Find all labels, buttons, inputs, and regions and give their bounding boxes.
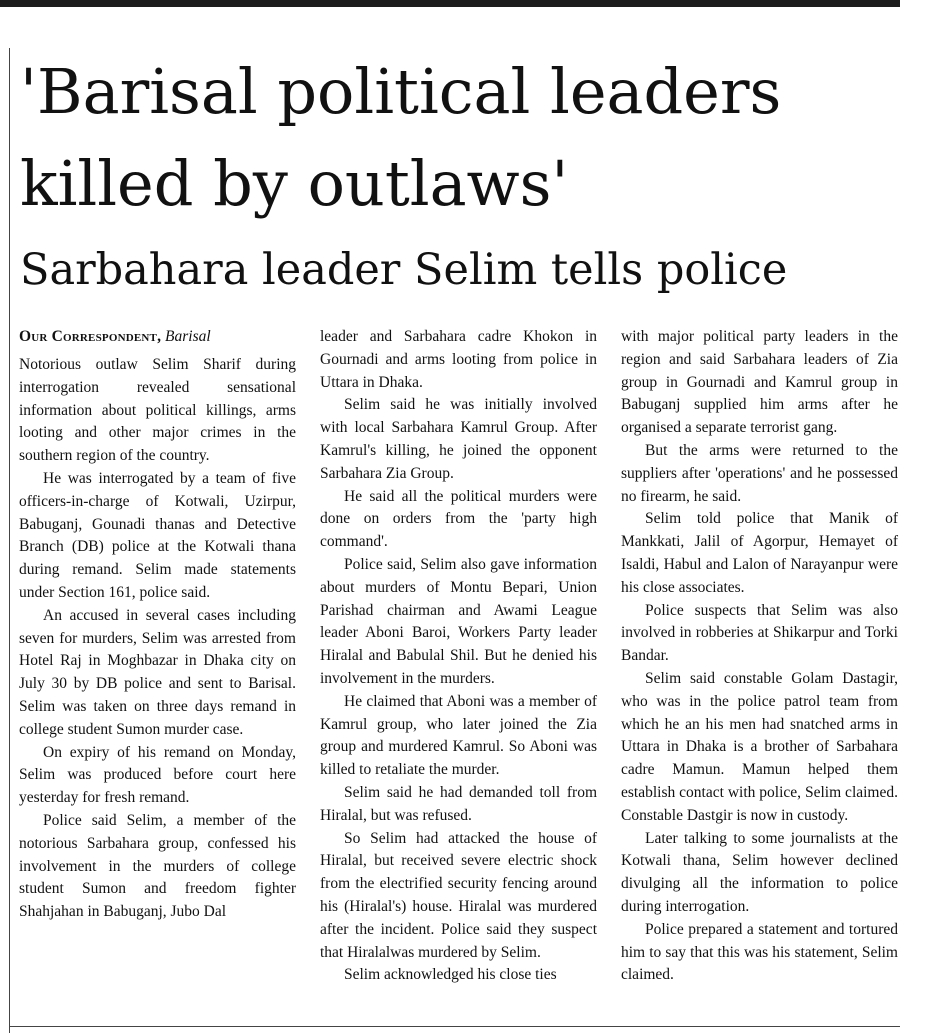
- subheadline: Sarbahara leader Selim tells police: [20, 245, 788, 295]
- article-paragraph: He was interrogated by a team of five officers-in-charge of Kotwali, Uzirpur, Babuganj, Gounadi thanas and Detective Branch (DB) police at the Kotwali thana during remand. Selim made statements under Section 161, police said.: [19, 469, 296, 601]
- article-paragraph: On expiry of his remand on Monday, Selim was produced before court here yesterday for fresh remand.: [19, 743, 296, 807]
- article-paragraph: Selim said he was initially involved with local Sarbahara Kamrul Group. After Kamrul's killing, he joined the opponent Sarbahara Zia Group.: [320, 396, 597, 482]
- byline-location: Barisal: [165, 328, 211, 345]
- top-rule: [0, 0, 900, 7]
- byline-correspondent: Our Correspondent,: [19, 328, 162, 345]
- headline: [20, 46, 910, 230]
- article-paragraph: leader and Sarbahara cadre Khokon in Gournadi and arms looting from police in Uttara in Dhaka.: [320, 328, 597, 391]
- article-paragraph: Selim acknowledged his close ties: [344, 966, 557, 984]
- article-paragraph: Police said, Selim also gave information about murders of Montu Bepari, Union Parishad chairman and Awami League leader Aboni Baroi, Workers Party leader Hiralal and Babulal Shil. But he denied his involvement in the murders.: [320, 555, 597, 687]
- article-paragraph: Selim said he had demanded toll from Hiralal, but was refused.: [320, 783, 597, 824]
- article-paragraph: He said all the political murders were done on orders from the 'party high command'.: [320, 487, 597, 551]
- article-paragraph: Police said Selim, a member of the notorious Sarbahara group, confessed his involvement in the murders of college student Sumon and freedom fighter Shahjahan in Babuganj, Jubo Dal: [19, 811, 296, 921]
- article-column-3: [621, 326, 898, 987]
- article-paragraph: An accused in several cases including seven for murders, Selim was arrested from Hotel Raj in Moghbazar in Dhaka city on July 30 by DB police and sent to Barisal. Selim was taken on three days remand in college student Sumon murder case.: [19, 606, 296, 738]
- article-paragraph: Selim told police that Manik of Mankkati, Jalil of Agorpur, Hemayet of Isaldi, Habul and Lalon of Narayanpur were his close associates.: [621, 510, 898, 596]
- article-paragraph: Selim said constable Golam Dastagir, who was in the police patrol team from which he an his men had snatched arms in Uttara in Dhaka is a brother of Sarbahara cadre Mamun. Mamun helped them establish contact with police, Selim claimed. Constable Dastgir is now in custody.: [621, 669, 898, 824]
- article-column-1: [19, 326, 296, 924]
- headline-line-2: killed by outlaws': [20, 147, 569, 220]
- article-column-2: [320, 326, 597, 987]
- article-paragraph: But the arms were returned to the suppliers after 'operations' and he possessed no firearm, he said.: [621, 441, 898, 505]
- article-paragraph: So Selim had attacked the house of Hiralal, but received severe electric shock from the electrified security fencing around his (Hiralal's) house. Hiralal was murdered after the incident. Police said they suspect that Hiralalwas murdered by Selim.: [320, 829, 597, 961]
- headline-line-1: 'Barisal political leaders: [20, 55, 782, 128]
- article-paragraph: Notorious outlaw Selim Sharif during interrogation revealed sensational information about political killings, arms looting and other major crimes in the southern region of the country.: [19, 356, 296, 465]
- article-paragraph: He claimed that Aboni was a member of Kamrul group, who later joined the Zia group and murdered Kamrul. So Aboni was killed to retaliate the murder.: [320, 692, 597, 779]
- left-column-rule: [9, 48, 10, 1033]
- article-paragraph: Police prepared a statement and tortured him to say that this was his statement, Selim claimed.: [621, 920, 898, 984]
- byline: [19, 326, 296, 348]
- article-paragraph: Later talking to some journalists at the Kotwali thana, Selim however declined divulging all the information to police during interrogation.: [621, 829, 898, 915]
- article-paragraph: with major political party leaders in the region and said Sarbahara leaders of Zia group in Gournadi and Kamrul group in Babuganj supplied him arms after he organised a separate terrorist gang.: [621, 328, 898, 437]
- bottom-rule: [9, 1026, 900, 1027]
- article-paragraph: Police suspects that Selim was also involved in robberies at Shikarpur and Torki Bandar.: [621, 601, 898, 665]
